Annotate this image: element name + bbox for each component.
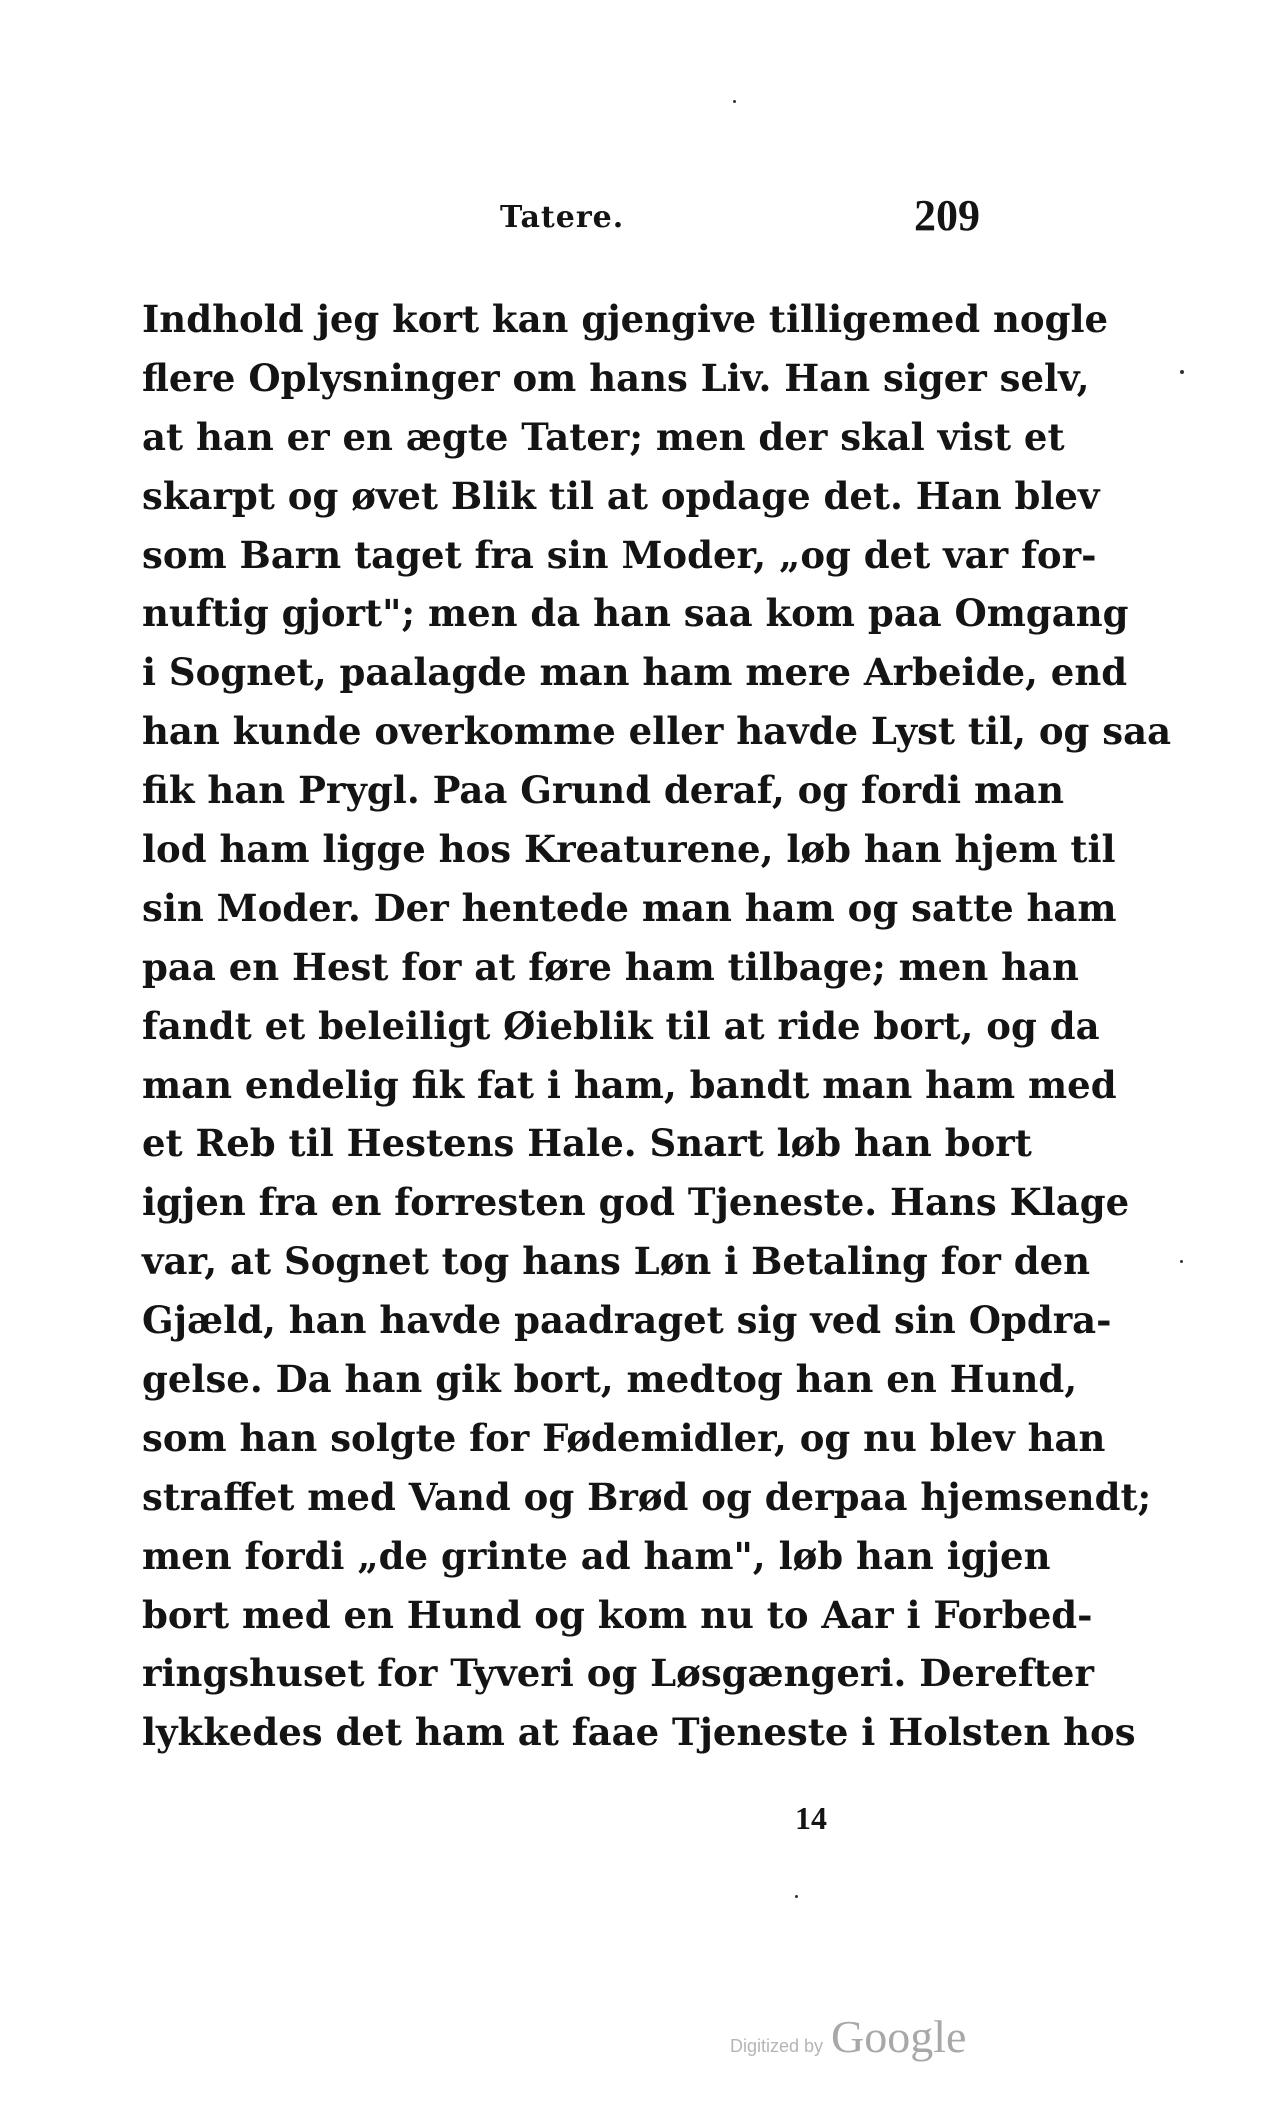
text-line: men fordi „de grinte ad ham", løb han igjen [142, 1533, 1051, 1578]
running-head [140, 190, 980, 250]
body-text [142, 290, 1172, 1762]
google-logo: Google [831, 2011, 967, 2062]
text-line: nuftig gjort"; men da han saa kom paa Omgang [142, 591, 1129, 636]
text-line: var, at Sognet tog hans Løn i Betaling for den [142, 1239, 1091, 1284]
scan-speck [733, 100, 736, 103]
text-line: fandt et beleiligt Øieblik til at ride bort, og da [142, 1003, 1100, 1048]
text-line: fik han Prygl. Paa Grund deraf, og fordi man [142, 768, 1064, 813]
running-title: Tatere. [500, 200, 625, 235]
text-line: flere Oplysninger om hans Liv. Han siger selv, [142, 355, 1090, 400]
text-line: sin Moder. Der hentede man ham og satte ham [142, 885, 1117, 930]
text-line: i Sognet, paalagde man ham mere Arbeide, end [142, 650, 1128, 695]
digitized-watermark [730, 2010, 966, 2063]
text-line: paa en Hest for at føre ham tilbage; men han [142, 944, 1079, 989]
text-line: straffet med Vand og Brød og derpaa hjemsendt; [142, 1474, 1152, 1519]
scan-speck [795, 1895, 798, 1898]
text-line: ringshuset for Tyveri og Løsgængeri. Derefter [142, 1651, 1094, 1696]
text-line: at han er en ægte Tater; men der skal vist et [142, 414, 1065, 459]
text-line: man endelig fik fat i ham, bandt man ham med [142, 1062, 1117, 1107]
text-line: han kunde overkomme eller havde Lyst til, og saa [142, 709, 1172, 754]
text-line: bort med en Hund og kom nu to Aar i Forbed- [142, 1592, 1093, 1637]
page-number: 209 [914, 191, 980, 240]
scan-speck [1180, 370, 1184, 374]
signature-mark: 14 [795, 1800, 827, 1836]
scan-speck [1180, 1260, 1183, 1263]
watermark-prefix: Digitized by [730, 2036, 824, 2056]
text-line: Indhold jeg kort kan gjengive tilligemed nogle [142, 297, 1109, 341]
text-line: gelse. Da han gik bort, medtog han en Hund, [142, 1357, 1078, 1402]
text-line: lod ham ligge hos Kreaturene, løb han hjem til [142, 827, 1116, 872]
text-line: som han solgte for Fødemidler, og nu blev han [142, 1415, 1106, 1460]
text-line: et Reb til Hestens Hale. Snart løb han bort [142, 1121, 1032, 1166]
text-line: skarpt og øvet Blik til at opdage det. Han blev [142, 473, 1100, 518]
text-line: igjen fra en forresten god Tjeneste. Hans Klage [142, 1180, 1130, 1225]
text-line: som Barn taget fra sin Moder, „og det var for- [142, 532, 1097, 577]
text-line: lykkedes det ham at faae Tjeneste i Holsten hos [142, 1710, 1136, 1755]
text-line: Gjæld, han havde paadraget sig ved sin Opdra- [142, 1298, 1112, 1343]
